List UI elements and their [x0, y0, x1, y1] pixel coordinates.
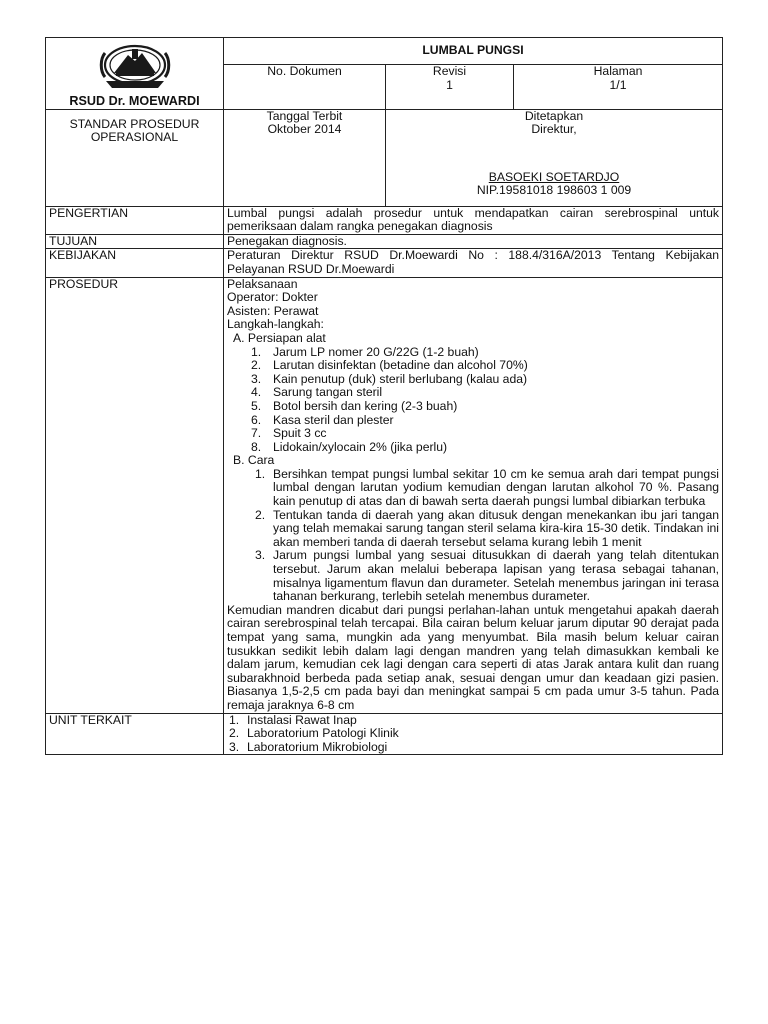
cara-list: [227, 468, 719, 604]
tanggal-label: Tanggal Terbit: [266, 108, 343, 123]
cara-step: [227, 549, 719, 603]
signer-name: BASOEKI SOETARDJO: [488, 169, 620, 184]
alat-item-number: 5.: [251, 398, 262, 413]
unit-terkait-content: [224, 713, 723, 755]
alat-item-number: 6.: [251, 412, 262, 427]
alat-item-text: Spuit 3 cc: [273, 426, 327, 441]
hospital-name: RSUD Dr. MOEWARDI: [69, 94, 200, 108]
alat-item-text: Lidokain/xylocain 2% (jika perlu): [273, 439, 448, 454]
alat-item-number: 1.: [251, 344, 262, 359]
pelaksanaan-heading: Pelaksanaan: [227, 276, 298, 291]
pengertian-label: PENGERTIAN: [46, 206, 224, 234]
cara-step-text: Bersihkan tempat pungsi lumbal sekitar 10 cm ke semua arah dari tempat pungsi lumbal dengan larutan yodium kemudian dengan larutan alkohol 70 %. Pasang kain penutup di atas dan di bawah serta daerah pungsi lumbal dibiarkan terbuka: [273, 466, 720, 509]
section-a-number: A.: [233, 330, 245, 345]
alat-item-text: Kain penutup (duk) steril berlubang (kalau ada): [273, 371, 528, 386]
revisi-cell: [386, 65, 514, 109]
langkah-heading: Langkah-langkah:: [227, 317, 324, 332]
sop-document-table: [45, 37, 723, 755]
alat-item-text: Jarum LP nomer 20 G/22G (1-2 buah): [273, 344, 479, 359]
alat-item-number: 3.: [251, 371, 262, 386]
unit-item-number: 3.: [229, 739, 240, 754]
cara-step-text: Tentukan tanda di daerah yang akan ditusuk dengan menekankan ibu jari tangan yang telah memakai sarung tangan steril selama kira-kira 15-30 detik. Tindakan ini akan memberi tanda di daerah tersebut selama kurang lebih 1 menit: [273, 507, 720, 549]
halaman-label: Halaman: [593, 64, 643, 79]
unit-item-text: Laboratorium Mikrobiologi: [247, 739, 388, 754]
cara-step-number: 1.: [255, 466, 266, 481]
alat-item: [227, 386, 719, 400]
alat-item: [227, 414, 719, 428]
no-dokumen-cell: [224, 65, 386, 109]
halaman-value: 1/1: [609, 77, 627, 92]
logo-cell: [46, 38, 224, 110]
operator-text: Operator: Dokter: [227, 290, 318, 305]
sop-cell: [46, 109, 224, 206]
cara-step-text: Jarum pungsi lumbal yang sesuai ditusukkan di daerah yang telah ditentukan tersebut. Jarum akan melalui beberapa lapisan yang terasa sebagai tahanan, misalnya ligamentum flavun dan durameter. Setelah menembus jaringan ini terasa tahanan berkurang, terlebih setelah menembus durameter.: [273, 548, 720, 604]
halaman-cell: [514, 65, 723, 109]
section-a-heading: [227, 332, 719, 346]
alat-list: [227, 346, 719, 455]
ditetapkan-label: Ditetapkan: [524, 108, 584, 123]
unit-list: [227, 714, 719, 755]
alat-item: [227, 427, 719, 441]
tujuan-text: Penegakan diagnosis.: [224, 234, 723, 249]
alat-item-number: 4.: [251, 385, 262, 400]
document-title: LUMBAL PUNGSI: [224, 38, 723, 65]
alat-item-text: Sarung tangan steril: [273, 385, 383, 400]
alat-item-text: Botol bersih dan kering (2-3 buah): [273, 398, 458, 413]
asisten-text: Asisten: Perawat: [227, 303, 319, 318]
alat-item-text: Kasa steril dan plester: [273, 412, 394, 427]
alat-item-text: Larutan disinfektan (betadine dan alcohol 70%): [273, 358, 528, 373]
tanggal-value: Oktober 2014: [267, 122, 342, 137]
section-b-number: B.: [233, 453, 245, 468]
kebijakan-label: KEBIJAKAN: [46, 249, 224, 277]
section-a-title: Persiapan alat: [247, 330, 326, 345]
cara-step: [227, 468, 719, 509]
unit-item: [227, 727, 719, 741]
alat-item: [227, 373, 719, 387]
sop-title-line2: OPERASIONAL: [90, 130, 179, 145]
unit-item-number: 2.: [229, 726, 240, 741]
alat-item-number: 7.: [251, 426, 262, 441]
alat-item: [227, 346, 719, 360]
direktur-label: Direktur,: [531, 122, 577, 137]
signer-nip: NIP.19581018 198603 1 009: [476, 183, 632, 198]
section-b-heading: [227, 454, 719, 468]
pengertian-text: Lumbal pungsi adalah prosedur untuk mendapatkan cairan serebrospinal untuk pemeriksaan dalam rangka penegakan diagnosis: [224, 206, 723, 234]
tanggal-cell: [224, 109, 386, 206]
alat-item: [227, 441, 719, 455]
alat-item: [227, 359, 719, 373]
closing-paragraph: Kemudian mandren dicabut dari pungsi perlahan-lahan untuk mengetahui apakah daerah cairan serebrospinal telah tercapai. Bila cairan belum keluar jarum diputar 90 derajat pada tempat yang sama, mungkin ada yang menyumbat. Bila masih belum keluar cairan tusukkan sedikit lebih dalam lagi dengan mandren yang telah dimasukkan kembali ke dalam jarum, kemudian cek lagi dengan cara seperti di atas Jarak antara kulit dan ruang subarakhnoid berbeda pada setiap anak, sesuai dengan umur dan keadaan gizi pasien. Biasanya 1,5-2,5 cm pada bayi dan meningkat sampai 5 cm pada umur 3-5 tahun. Pada remaja jaraknya 6-8 cm: [227, 602, 720, 712]
sop-title-line1: STANDAR PROSEDUR: [69, 116, 200, 131]
unit-item: [227, 741, 719, 755]
revisi-label: Revisi: [432, 64, 467, 79]
revisi-value: 1: [446, 77, 453, 92]
tujuan-label: TUJUAN: [46, 234, 224, 249]
no-dokumen-label: No. Dokumen: [267, 64, 342, 79]
unit-item-text: Instalasi Rawat Inap: [247, 712, 357, 727]
alat-item-number: 8.: [251, 439, 262, 454]
unit-terkait-label: UNIT TERKAIT: [46, 713, 224, 755]
unit-item-text: Laboratorium Patologi Klinik: [247, 726, 399, 741]
unit-item: [227, 714, 719, 728]
section-b-title: Cara: [247, 453, 275, 468]
approval-cell: [386, 109, 723, 206]
alat-item: [227, 400, 719, 414]
prosedur-label: PROSEDUR: [46, 277, 224, 713]
hospital-emblem-icon: [98, 43, 172, 91]
alat-item-number: 2.: [251, 358, 262, 373]
cara-step-number: 2.: [255, 507, 266, 522]
kebijakan-text: Peraturan Direktur RSUD Dr.Moewardi No : 188.4/316A/2013 Tentang Kebijakan Pelayanan RSUD Dr.Moewardi: [224, 249, 723, 277]
prosedur-content: [224, 277, 723, 713]
unit-item-number: 1.: [229, 712, 240, 727]
cara-step-number: 3.: [255, 548, 266, 563]
cara-step: [227, 509, 719, 550]
